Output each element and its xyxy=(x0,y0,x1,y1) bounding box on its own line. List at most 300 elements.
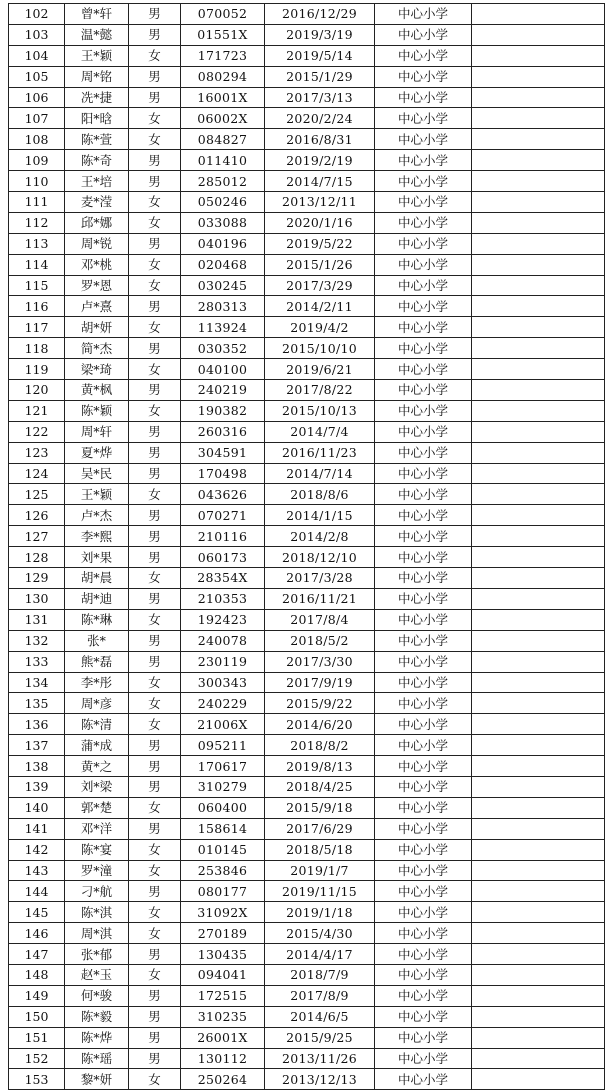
row-number-cell: 140 xyxy=(9,797,65,818)
id-suffix-cell: 094041 xyxy=(181,964,265,985)
date-cell: 2014/7/15 xyxy=(265,171,375,192)
gender-cell: 女 xyxy=(129,45,181,66)
row-number-cell: 116 xyxy=(9,296,65,317)
gender-cell: 男 xyxy=(129,756,181,777)
table-row xyxy=(9,275,605,296)
student-name-cell: 陈*颖 xyxy=(65,400,129,421)
table-row xyxy=(9,150,605,171)
date-cell: 2014/1/15 xyxy=(265,505,375,526)
date-cell: 2019/11/15 xyxy=(265,881,375,902)
student-name-cell: 蒲*成 xyxy=(65,735,129,756)
date-cell: 2017/6/29 xyxy=(265,818,375,839)
roster-sheet xyxy=(8,3,604,1090)
gender-cell: 男 xyxy=(129,526,181,547)
row-number-cell: 131 xyxy=(9,609,65,630)
id-suffix-cell: 210116 xyxy=(181,526,265,547)
gender-cell: 男 xyxy=(129,985,181,1006)
gender-cell: 男 xyxy=(129,735,181,756)
id-suffix-cell: 130112 xyxy=(181,1048,265,1069)
empty-cell xyxy=(472,463,605,484)
school-cell: 中心小学 xyxy=(375,4,472,25)
row-number-cell: 113 xyxy=(9,233,65,254)
id-suffix-cell: 31092X xyxy=(181,902,265,923)
empty-cell xyxy=(472,609,605,630)
empty-cell xyxy=(472,380,605,401)
student-name-cell: 周*彦 xyxy=(65,693,129,714)
table-row xyxy=(9,860,605,881)
student-name-cell: 吴*民 xyxy=(65,463,129,484)
table-row xyxy=(9,212,605,233)
gender-cell: 男 xyxy=(129,651,181,672)
row-number-cell: 145 xyxy=(9,902,65,923)
student-name-cell: 周*轩 xyxy=(65,421,129,442)
gender-cell: 男 xyxy=(129,421,181,442)
date-cell: 2014/6/20 xyxy=(265,714,375,735)
school-cell: 中心小学 xyxy=(375,24,472,45)
gender-cell: 男 xyxy=(129,66,181,87)
id-suffix-cell: 26001X xyxy=(181,1027,265,1048)
empty-cell xyxy=(472,547,605,568)
school-cell: 中心小学 xyxy=(375,609,472,630)
id-suffix-cell: 280313 xyxy=(181,296,265,317)
student-name-cell: 卢*杰 xyxy=(65,505,129,526)
date-cell: 2014/6/5 xyxy=(265,1006,375,1027)
gender-cell: 男 xyxy=(129,442,181,463)
student-name-cell: 胡*晨 xyxy=(65,568,129,589)
id-suffix-cell: 28354X xyxy=(181,568,265,589)
student-name-cell: 陈*奇 xyxy=(65,150,129,171)
row-number-cell: 106 xyxy=(9,87,65,108)
school-cell: 中心小学 xyxy=(375,881,472,902)
date-cell: 2015/9/18 xyxy=(265,797,375,818)
id-suffix-cell: 084827 xyxy=(181,129,265,150)
empty-cell xyxy=(472,651,605,672)
id-suffix-cell: 310235 xyxy=(181,1006,265,1027)
student-name-cell: 胡*迪 xyxy=(65,588,129,609)
empty-cell xyxy=(472,171,605,192)
gender-cell: 女 xyxy=(129,192,181,213)
id-suffix-cell: 170498 xyxy=(181,463,265,484)
empty-cell xyxy=(472,735,605,756)
empty-cell xyxy=(472,45,605,66)
date-cell: 2015/9/22 xyxy=(265,693,375,714)
id-suffix-cell: 270189 xyxy=(181,923,265,944)
row-number-cell: 112 xyxy=(9,212,65,233)
gender-cell: 女 xyxy=(129,714,181,735)
row-number-cell: 104 xyxy=(9,45,65,66)
date-cell: 2017/8/4 xyxy=(265,609,375,630)
row-number-cell: 109 xyxy=(9,150,65,171)
table-row xyxy=(9,609,605,630)
gender-cell: 男 xyxy=(129,881,181,902)
gender-cell: 男 xyxy=(129,944,181,965)
student-name-cell: 麦*滢 xyxy=(65,192,129,213)
date-cell: 2017/3/30 xyxy=(265,651,375,672)
gender-cell: 女 xyxy=(129,672,181,693)
school-cell: 中心小学 xyxy=(375,1069,472,1090)
empty-cell xyxy=(472,129,605,150)
empty-cell xyxy=(472,881,605,902)
date-cell: 2016/11/23 xyxy=(265,442,375,463)
school-cell: 中心小学 xyxy=(375,923,472,944)
empty-cell xyxy=(472,359,605,380)
row-number-cell: 114 xyxy=(9,254,65,275)
id-suffix-cell: 011410 xyxy=(181,150,265,171)
empty-cell xyxy=(472,839,605,860)
student-name-cell: 卢*熹 xyxy=(65,296,129,317)
school-cell: 中心小学 xyxy=(375,380,472,401)
date-cell: 2019/8/13 xyxy=(265,756,375,777)
id-suffix-cell: 304591 xyxy=(181,442,265,463)
school-cell: 中心小学 xyxy=(375,964,472,985)
student-name-cell: 刁*航 xyxy=(65,881,129,902)
table-row xyxy=(9,944,605,965)
student-name-cell: 周*锐 xyxy=(65,233,129,254)
school-cell: 中心小学 xyxy=(375,317,472,338)
id-suffix-cell: 043626 xyxy=(181,484,265,505)
id-suffix-cell: 095211 xyxy=(181,735,265,756)
empty-cell xyxy=(472,630,605,651)
id-suffix-cell: 010145 xyxy=(181,839,265,860)
row-number-cell: 146 xyxy=(9,923,65,944)
row-number-cell: 119 xyxy=(9,359,65,380)
empty-cell xyxy=(472,588,605,609)
school-cell: 中心小学 xyxy=(375,212,472,233)
id-suffix-cell: 01551X xyxy=(181,24,265,45)
row-number-cell: 133 xyxy=(9,651,65,672)
date-cell: 2019/5/22 xyxy=(265,233,375,254)
table-row xyxy=(9,296,605,317)
table-row xyxy=(9,233,605,254)
student-name-cell: 罗*恩 xyxy=(65,275,129,296)
empty-cell xyxy=(472,66,605,87)
empty-cell xyxy=(472,4,605,25)
date-cell: 2015/10/10 xyxy=(265,338,375,359)
student-name-cell: 周*铭 xyxy=(65,66,129,87)
row-number-cell: 122 xyxy=(9,421,65,442)
student-name-cell: 陈*瑶 xyxy=(65,1048,129,1069)
student-name-cell: 王*颖 xyxy=(65,484,129,505)
id-suffix-cell: 210353 xyxy=(181,588,265,609)
date-cell: 2019/3/19 xyxy=(265,24,375,45)
student-name-cell: 邱*娜 xyxy=(65,212,129,233)
student-name-cell: 刘*果 xyxy=(65,547,129,568)
table-row xyxy=(9,66,605,87)
student-name-cell: 熊*磊 xyxy=(65,651,129,672)
table-row xyxy=(9,797,605,818)
date-cell: 2015/10/13 xyxy=(265,400,375,421)
date-cell: 2017/8/9 xyxy=(265,985,375,1006)
date-cell: 2018/7/9 xyxy=(265,964,375,985)
id-suffix-cell: 030245 xyxy=(181,275,265,296)
student-name-cell: 黎*妍 xyxy=(65,1069,129,1090)
row-number-cell: 105 xyxy=(9,66,65,87)
empty-cell xyxy=(472,714,605,735)
table-row xyxy=(9,630,605,651)
table-row xyxy=(9,505,605,526)
school-cell: 中心小学 xyxy=(375,1027,472,1048)
id-suffix-cell: 300343 xyxy=(181,672,265,693)
student-name-cell: 陈*琳 xyxy=(65,609,129,630)
date-cell: 2016/11/21 xyxy=(265,588,375,609)
row-number-cell: 130 xyxy=(9,588,65,609)
gender-cell: 女 xyxy=(129,317,181,338)
row-number-cell: 120 xyxy=(9,380,65,401)
student-name-cell: 罗*潼 xyxy=(65,860,129,881)
table-row xyxy=(9,568,605,589)
gender-cell: 女 xyxy=(129,923,181,944)
student-name-cell: 李*熙 xyxy=(65,526,129,547)
gender-cell: 男 xyxy=(129,4,181,25)
student-name-cell: 邓*洋 xyxy=(65,818,129,839)
gender-cell: 女 xyxy=(129,1069,181,1090)
empty-cell xyxy=(472,923,605,944)
school-cell: 中心小学 xyxy=(375,150,472,171)
empty-cell xyxy=(472,192,605,213)
row-number-cell: 121 xyxy=(9,400,65,421)
student-name-cell: 李*彤 xyxy=(65,672,129,693)
empty-cell xyxy=(472,24,605,45)
gender-cell: 女 xyxy=(129,860,181,881)
student-name-cell: 胡*妍 xyxy=(65,317,129,338)
student-name-cell: 陈*清 xyxy=(65,714,129,735)
id-suffix-cell: 260316 xyxy=(181,421,265,442)
table-row xyxy=(9,902,605,923)
school-cell: 中心小学 xyxy=(375,776,472,797)
school-cell: 中心小学 xyxy=(375,1006,472,1027)
row-number-cell: 137 xyxy=(9,735,65,756)
id-suffix-cell: 060173 xyxy=(181,547,265,568)
empty-cell xyxy=(472,902,605,923)
row-number-cell: 111 xyxy=(9,192,65,213)
id-suffix-cell: 030352 xyxy=(181,338,265,359)
student-name-cell: 梁*琦 xyxy=(65,359,129,380)
gender-cell: 男 xyxy=(129,24,181,45)
date-cell: 2017/8/22 xyxy=(265,380,375,401)
id-suffix-cell: 060400 xyxy=(181,797,265,818)
gender-cell: 男 xyxy=(129,171,181,192)
school-cell: 中心小学 xyxy=(375,66,472,87)
date-cell: 2018/5/2 xyxy=(265,630,375,651)
student-name-cell: 简*杰 xyxy=(65,338,129,359)
gender-cell: 女 xyxy=(129,129,181,150)
student-name-cell: 阳*晗 xyxy=(65,108,129,129)
table-row xyxy=(9,463,605,484)
school-cell: 中心小学 xyxy=(375,463,472,484)
row-number-cell: 152 xyxy=(9,1048,65,1069)
table-row xyxy=(9,1069,605,1090)
table-row xyxy=(9,4,605,25)
row-number-cell: 143 xyxy=(9,860,65,881)
row-number-cell: 118 xyxy=(9,338,65,359)
student-name-cell: 陈*淇 xyxy=(65,902,129,923)
row-number-cell: 129 xyxy=(9,568,65,589)
row-number-cell: 115 xyxy=(9,275,65,296)
gender-cell: 男 xyxy=(129,296,181,317)
gender-cell: 男 xyxy=(129,463,181,484)
table-row xyxy=(9,380,605,401)
date-cell: 2014/7/4 xyxy=(265,421,375,442)
id-suffix-cell: 050246 xyxy=(181,192,265,213)
date-cell: 2017/9/19 xyxy=(265,672,375,693)
table-row xyxy=(9,171,605,192)
row-number-cell: 110 xyxy=(9,171,65,192)
id-suffix-cell: 130435 xyxy=(181,944,265,965)
school-cell: 中心小学 xyxy=(375,735,472,756)
table-row xyxy=(9,985,605,1006)
gender-cell: 女 xyxy=(129,839,181,860)
school-cell: 中心小学 xyxy=(375,588,472,609)
gender-cell: 男 xyxy=(129,818,181,839)
table-row xyxy=(9,776,605,797)
school-cell: 中心小学 xyxy=(375,275,472,296)
id-suffix-cell: 158614 xyxy=(181,818,265,839)
gender-cell: 女 xyxy=(129,797,181,818)
row-number-cell: 123 xyxy=(9,442,65,463)
table-row xyxy=(9,442,605,463)
date-cell: 2019/1/7 xyxy=(265,860,375,881)
id-suffix-cell: 250264 xyxy=(181,1069,265,1090)
empty-cell xyxy=(472,944,605,965)
row-number-cell: 149 xyxy=(9,985,65,1006)
table-row xyxy=(9,693,605,714)
empty-cell xyxy=(472,233,605,254)
gender-cell: 女 xyxy=(129,484,181,505)
row-number-cell: 134 xyxy=(9,672,65,693)
gender-cell: 男 xyxy=(129,588,181,609)
date-cell: 2014/2/8 xyxy=(265,526,375,547)
id-suffix-cell: 06002X xyxy=(181,108,265,129)
table-row xyxy=(9,1006,605,1027)
gender-cell: 男 xyxy=(129,1006,181,1027)
gender-cell: 男 xyxy=(129,87,181,108)
date-cell: 2013/12/11 xyxy=(265,192,375,213)
empty-cell xyxy=(472,818,605,839)
school-cell: 中心小学 xyxy=(375,421,472,442)
empty-cell xyxy=(472,985,605,1006)
empty-cell xyxy=(472,421,605,442)
row-number-cell: 135 xyxy=(9,693,65,714)
school-cell: 中心小学 xyxy=(375,818,472,839)
table-row xyxy=(9,756,605,777)
row-number-cell: 147 xyxy=(9,944,65,965)
row-number-cell: 128 xyxy=(9,547,65,568)
school-cell: 中心小学 xyxy=(375,108,472,129)
empty-cell xyxy=(472,317,605,338)
date-cell: 2017/3/29 xyxy=(265,275,375,296)
id-suffix-cell: 040196 xyxy=(181,233,265,254)
table-row xyxy=(9,923,605,944)
school-cell: 中心小学 xyxy=(375,442,472,463)
table-row xyxy=(9,338,605,359)
id-suffix-cell: 192423 xyxy=(181,609,265,630)
table-row xyxy=(9,672,605,693)
school-cell: 中心小学 xyxy=(375,45,472,66)
student-name-cell: 何*骏 xyxy=(65,985,129,1006)
gender-cell: 女 xyxy=(129,108,181,129)
gender-cell: 女 xyxy=(129,609,181,630)
gender-cell: 男 xyxy=(129,380,181,401)
date-cell: 2015/1/29 xyxy=(265,66,375,87)
date-cell: 2015/1/26 xyxy=(265,254,375,275)
row-number-cell: 150 xyxy=(9,1006,65,1027)
school-cell: 中心小学 xyxy=(375,985,472,1006)
id-suffix-cell: 310279 xyxy=(181,776,265,797)
id-suffix-cell: 172515 xyxy=(181,985,265,1006)
table-row xyxy=(9,421,605,442)
id-suffix-cell: 080294 xyxy=(181,66,265,87)
row-number-cell: 125 xyxy=(9,484,65,505)
date-cell: 2019/5/14 xyxy=(265,45,375,66)
date-cell: 2019/6/21 xyxy=(265,359,375,380)
table-row xyxy=(9,839,605,860)
row-number-cell: 142 xyxy=(9,839,65,860)
table-row xyxy=(9,400,605,421)
empty-cell xyxy=(472,338,605,359)
student-name-cell: 王*颖 xyxy=(65,45,129,66)
empty-cell xyxy=(472,212,605,233)
gender-cell: 女 xyxy=(129,568,181,589)
row-number-cell: 141 xyxy=(9,818,65,839)
empty-cell xyxy=(472,1048,605,1069)
student-name-cell: 黄*枫 xyxy=(65,380,129,401)
table-row xyxy=(9,129,605,150)
empty-cell xyxy=(472,1069,605,1090)
empty-cell xyxy=(472,964,605,985)
student-name-cell: 陈*萱 xyxy=(65,129,129,150)
date-cell: 2020/1/16 xyxy=(265,212,375,233)
school-cell: 中心小学 xyxy=(375,233,472,254)
table-row xyxy=(9,714,605,735)
id-suffix-cell: 190382 xyxy=(181,400,265,421)
table-row xyxy=(9,818,605,839)
table-row xyxy=(9,881,605,902)
empty-cell xyxy=(472,860,605,881)
school-cell: 中心小学 xyxy=(375,630,472,651)
table-row xyxy=(9,108,605,129)
school-cell: 中心小学 xyxy=(375,192,472,213)
id-suffix-cell: 113924 xyxy=(181,317,265,338)
school-cell: 中心小学 xyxy=(375,87,472,108)
gender-cell: 女 xyxy=(129,902,181,923)
school-cell: 中心小学 xyxy=(375,839,472,860)
date-cell: 2013/12/13 xyxy=(265,1069,375,1090)
empty-cell xyxy=(472,484,605,505)
school-cell: 中心小学 xyxy=(375,651,472,672)
gender-cell: 男 xyxy=(129,776,181,797)
table-row xyxy=(9,1048,605,1069)
gender-cell: 女 xyxy=(129,964,181,985)
row-number-cell: 102 xyxy=(9,4,65,25)
row-number-cell: 138 xyxy=(9,756,65,777)
gender-cell: 女 xyxy=(129,275,181,296)
date-cell: 2013/11/26 xyxy=(265,1048,375,1069)
school-cell: 中心小学 xyxy=(375,714,472,735)
school-cell: 中心小学 xyxy=(375,547,472,568)
id-suffix-cell: 070052 xyxy=(181,4,265,25)
empty-cell xyxy=(472,1027,605,1048)
gender-cell: 女 xyxy=(129,254,181,275)
school-cell: 中心小学 xyxy=(375,756,472,777)
empty-cell xyxy=(472,693,605,714)
date-cell: 2018/12/10 xyxy=(265,547,375,568)
student-name-cell: 曾*轩 xyxy=(65,4,129,25)
empty-cell xyxy=(472,756,605,777)
id-suffix-cell: 16001X xyxy=(181,87,265,108)
student-name-cell: 王*培 xyxy=(65,171,129,192)
table-row xyxy=(9,192,605,213)
row-number-cell: 103 xyxy=(9,24,65,45)
